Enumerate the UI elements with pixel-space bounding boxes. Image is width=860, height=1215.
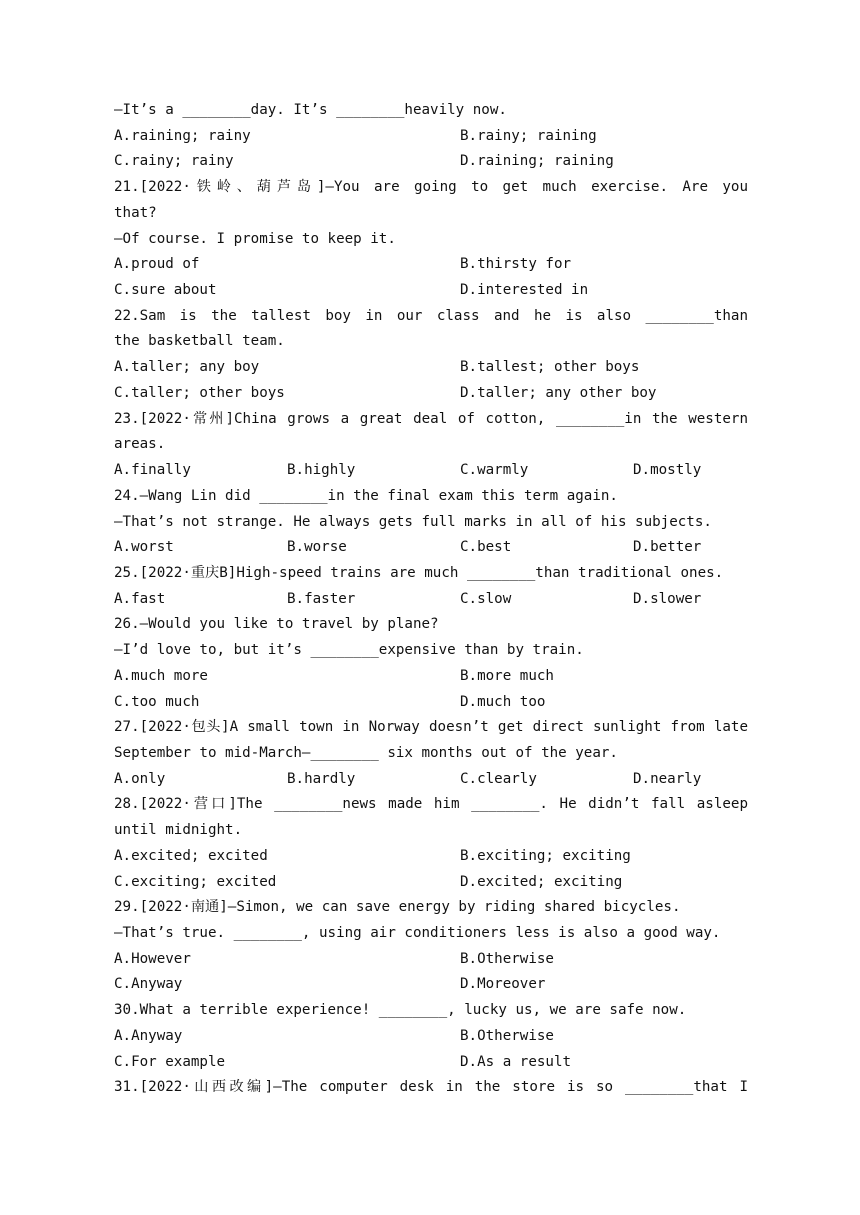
question-text-line: 29.[2022·南通]—Simon, we can save energy by riding shared bicycles. [114, 899, 681, 916]
question-text-line: the basketball team. [114, 333, 285, 350]
answer-option: B.thirsty for [460, 256, 572, 273]
answer-option: A.much more [114, 667, 208, 684]
question-text-line: 28.[2022·营口]The ________news made him ________. He didn’t fall asleep [114, 796, 748, 813]
answer-option: A.fast [114, 590, 166, 607]
answer-option: C.clearly [460, 770, 537, 787]
question-text-line: —That’s not strange. He always gets full marks in all of his subjects. [114, 513, 712, 530]
answer-option: D.As a result [460, 1053, 572, 1070]
answer-options-row [114, 1050, 748, 1076]
answer-option: D.taller; any other boy [460, 384, 657, 401]
answer-option: D.interested in [460, 282, 589, 299]
answer-option: D.slower [633, 590, 702, 607]
answer-option: A.finally [114, 462, 191, 479]
answer-option: C.best [460, 539, 512, 556]
exercise-page [114, 98, 748, 1101]
answer-options-row [114, 844, 748, 870]
answer-option: D.raining; raining [460, 153, 614, 170]
question-text-line: 22.Sam is the tallest boy in our class and he is also ________than [114, 307, 748, 324]
question-text-line: September to mid-March—________ six months out of the year. [114, 744, 618, 761]
answer-option: D.Moreover [460, 976, 546, 993]
answer-options-row [114, 767, 748, 793]
answer-option: A.However [114, 950, 191, 967]
question-text-line: 23.[2022·常州]China grows a great deal of cotton, ________in the western [114, 410, 748, 427]
question-text-line: 26.—Would you like to travel by plane? [114, 616, 439, 633]
question-text-line: —That’s true. ________, using air conditioners less is also a good way. [114, 925, 721, 941]
question-text-line: —I’d love to, but it’s ________expensive than by train. [114, 642, 584, 659]
answer-option: C.slow [460, 590, 512, 607]
answer-option: D.better [633, 539, 702, 556]
answer-option: B.highly [287, 462, 356, 479]
question-text-line: 21.[2022·铁岭、葫芦岛]—You are going to get much exercise. Are you [114, 179, 748, 196]
answer-option: A.proud of [114, 256, 200, 273]
question-text-line: 31.[2022·山西改编]—The computer desk in the store is so ________that I [114, 1079, 748, 1096]
answer-options-row [114, 278, 748, 304]
answer-option: B.hardly [287, 770, 356, 787]
answer-options-row [114, 972, 748, 998]
question-text-line: areas. [114, 436, 166, 453]
answer-option: C.rainy; rainy [114, 153, 234, 170]
answer-option: C.sure about [114, 282, 217, 299]
answer-option: B.worse [287, 539, 347, 556]
question-text-line: 24.—Wang Lin did ________in the final exam this term again. [114, 487, 618, 504]
question-text-line: that? [114, 204, 157, 221]
answer-option: C.For example [114, 1053, 226, 1070]
answer-option: A.Anyway [114, 1027, 183, 1044]
answer-option: B.Otherwise [460, 1027, 554, 1044]
answer-option: C.Anyway [114, 976, 183, 993]
answer-options-row [114, 458, 748, 484]
answer-option: A.only [114, 770, 166, 787]
answer-options-row [114, 252, 748, 278]
answer-options-row [114, 1024, 748, 1050]
question-text-line: 25.[2022·重庆B]High-speed trains are much ________than traditional ones. [114, 564, 724, 581]
question-text-line: —It’s a ________day. It’s ________heavily now. [114, 102, 507, 118]
answer-option: D.mostly [633, 462, 702, 479]
answer-option: A.raining; rainy [114, 127, 251, 144]
answer-options-row [114, 587, 748, 613]
answer-option: B.tallest; other boys [460, 359, 640, 376]
answer-options-row [114, 124, 748, 150]
answer-options-row [114, 381, 748, 407]
answer-option: A.worst [114, 539, 174, 556]
answer-option: D.excited; exciting [460, 873, 623, 890]
answer-option: A.taller; any boy [114, 359, 260, 376]
answer-option: B.more much [460, 667, 554, 684]
answer-option: A.excited; excited [114, 847, 268, 864]
answer-option: D.much too [460, 693, 546, 710]
question-text-line: —Of course. I promise to keep it. [114, 230, 396, 247]
answer-option: C.taller; other boys [114, 384, 285, 401]
answer-options-row [114, 149, 748, 175]
answer-option: B.faster [287, 590, 356, 607]
answer-option: B.Otherwise [460, 950, 554, 967]
question-text-line: 27.[2022·包头]A small town in Norway doesn’t get direct sunlight from late [114, 719, 748, 736]
question-text-line: until midnight. [114, 822, 243, 839]
question-text-line: 30.What a terrible experience! ________, lucky us, we are safe now. [114, 1002, 687, 1019]
answer-option: C.exciting; excited [114, 873, 277, 890]
answer-options-row [114, 535, 748, 561]
answer-options-row [114, 664, 748, 690]
answer-option: B.rainy; raining [460, 127, 597, 144]
answer-options-row [114, 355, 748, 381]
answer-option: C.too much [114, 693, 200, 710]
answer-options-row [114, 947, 748, 973]
answer-option: C.warmly [460, 462, 529, 479]
answer-option: B.exciting; exciting [460, 847, 631, 864]
answer-options-row [114, 870, 748, 896]
answer-options-row [114, 690, 748, 716]
answer-option: D.nearly [633, 770, 702, 787]
